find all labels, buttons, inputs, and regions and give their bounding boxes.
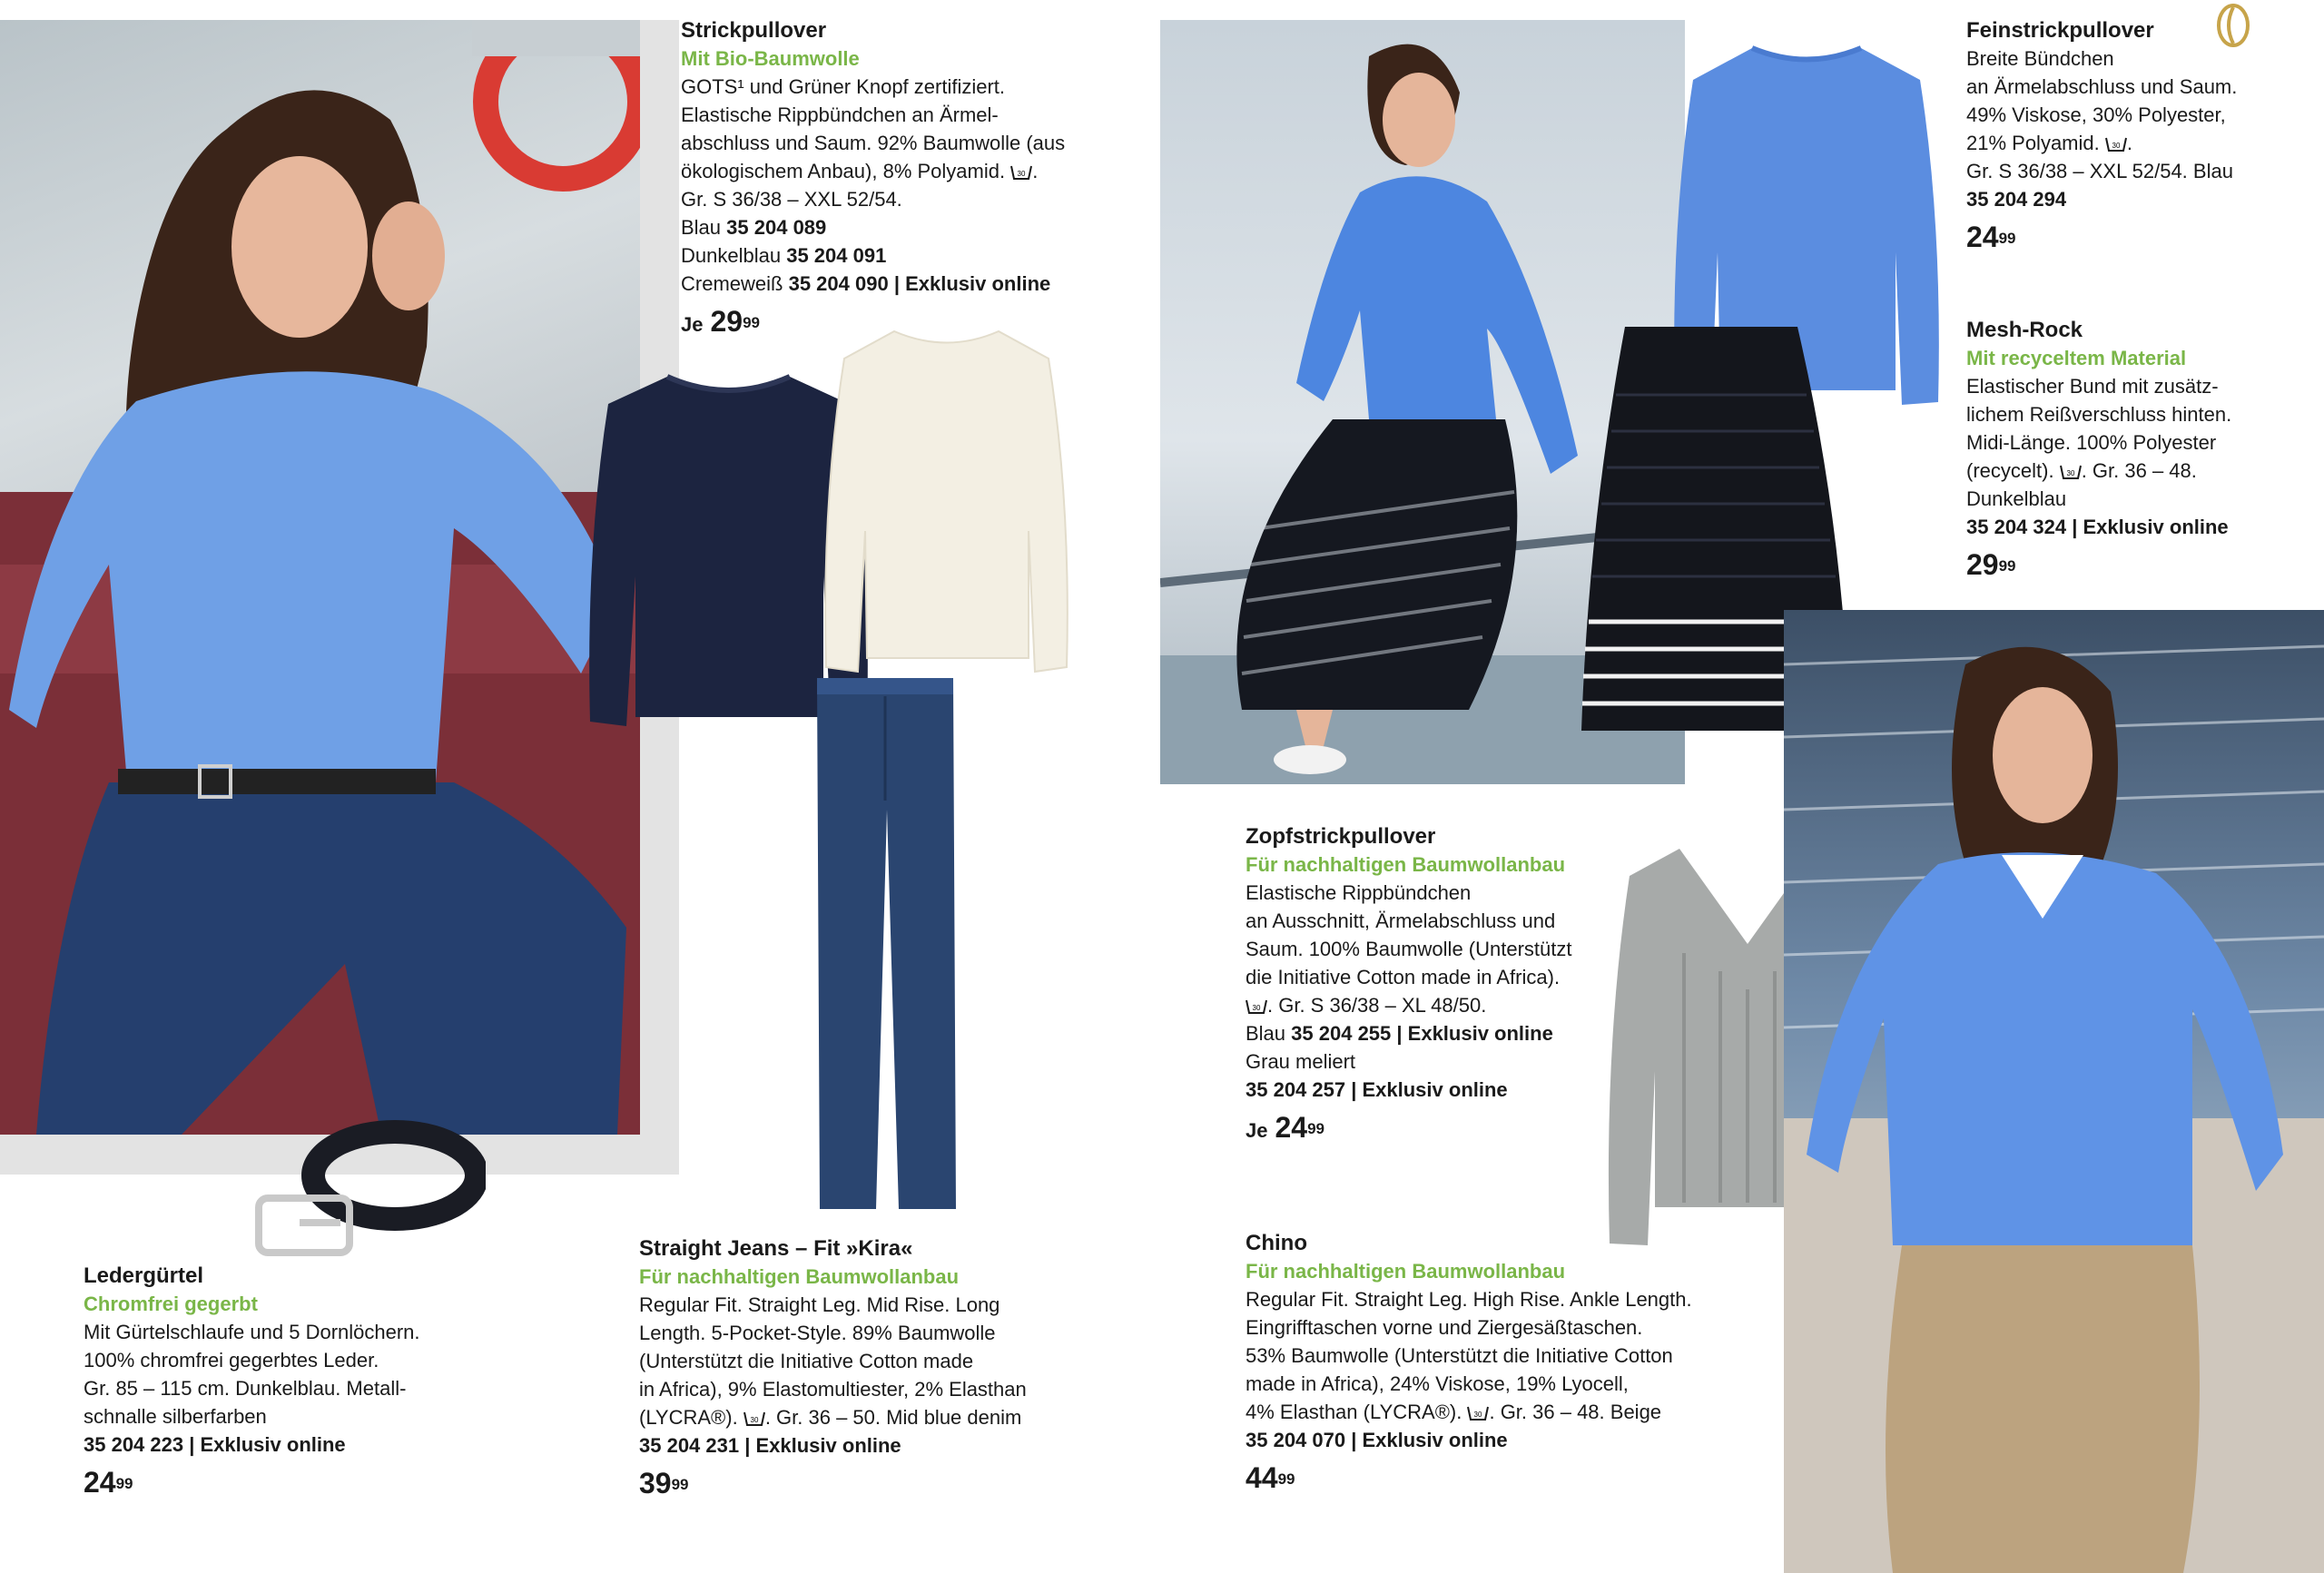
article-number: 35 204 223 | Exklusiv online xyxy=(84,1433,346,1456)
description-line: an Ausschnitt, Ärmelabschluss und xyxy=(1246,909,1556,932)
jeans-product-image xyxy=(812,673,958,1216)
description-line: made in Africa), 24% Viskose, 19% Lyocell, xyxy=(1246,1372,1629,1395)
article-number: 35 204 231 | Exklusiv online xyxy=(639,1434,901,1457)
description-line: (recycelt). 30 . Gr. 36 – 48. xyxy=(1966,459,2197,482)
product-title: Zopfstrickpullover xyxy=(1246,824,1436,849)
wash-30-icon xyxy=(1010,163,1032,182)
price: $29^{99}$ xyxy=(1966,548,2016,581)
model-photo-left xyxy=(0,20,640,1135)
wash-30-icon xyxy=(1246,998,1267,1016)
product-chino xyxy=(1246,1229,1754,1494)
price: $44^{99}$ xyxy=(1246,1461,1295,1494)
product-straight-jeans xyxy=(639,1234,1075,1499)
product-title: Mesh-Rock xyxy=(1966,318,2083,342)
belt-product-image xyxy=(250,1112,486,1262)
price: $24^{99}$ xyxy=(84,1466,133,1499)
product-title: Feinstrickpullover xyxy=(1966,18,2154,43)
article-number: 35 204 294 xyxy=(1966,188,2067,211)
product-subtitle: Für nachhaltigen Baumwollanbau xyxy=(1246,1260,1566,1283)
variant-line: Blau 35 204 255 | Exklusiv online xyxy=(1246,1022,1553,1045)
product-title: Straight Jeans – Fit »Kira« xyxy=(639,1236,913,1261)
wash-30-icon xyxy=(2105,135,2127,153)
description-line: 30 . Gr. S 36/38 – XL 48/50. xyxy=(1246,991,1609,1019)
wash-30-icon xyxy=(1467,1404,1489,1422)
article-number: 35 204 257 | Exklusiv online xyxy=(1246,1078,1508,1101)
description-line: abschluss und Saum. 92% Baumwolle (aus xyxy=(681,132,1066,154)
description-line: Regular Fit. Straight Leg. High Rise. Ankle Length. xyxy=(1246,1288,1692,1311)
description-line: Gr. S 36/38 – XXL 52/54. Blau xyxy=(1966,160,2233,182)
price: Je $29^{99}$ xyxy=(681,305,760,338)
description-line: 49% Viskose, 30% Polyester, xyxy=(1966,103,2226,126)
product-subtitle: Mit Bio-Baumwolle xyxy=(681,47,860,70)
product-subtitle: Für nachhaltigen Baumwollanbau xyxy=(639,1265,960,1288)
article-number: 35 204 090 | Exklusiv online xyxy=(788,272,1051,295)
price: $24^{99}$ xyxy=(1966,221,2016,253)
article-number: 35 204 089 xyxy=(726,216,827,239)
product-subtitle: Chromfrei gegerbt xyxy=(84,1293,258,1315)
svg-text:30: 30 xyxy=(1017,170,1026,179)
product-title: Chino xyxy=(1246,1231,1307,1255)
description-line: (LYCRA®). 30 . Gr. 36 – 50. Mid blue denim xyxy=(639,1406,1022,1429)
description-line: ökologischem Anbau), 8% Polyamid. 30 . xyxy=(681,160,1039,182)
wash-30-icon xyxy=(743,1410,765,1428)
product-ledergurtel xyxy=(84,1262,510,1499)
description-line: Elastischer Bund mit zusätz- xyxy=(1966,375,2219,398)
wash-30-icon xyxy=(2060,463,2082,481)
svg-text:30: 30 xyxy=(750,1416,759,1425)
description-line: Mit Gürtelschlaufe und 5 Dornlöchern. xyxy=(84,1321,420,1343)
description-line: 21% Polyamid. 30 . xyxy=(1966,132,2132,154)
model-photo-right xyxy=(1784,610,2324,1573)
description-line: Gr. 85 – 115 cm. Dunkelblau. Metall- xyxy=(84,1377,407,1400)
description-line: 4% Elasthan (LYCRA®). 30 . Gr. 36 – 48. Beige xyxy=(1246,1401,1662,1423)
description-line: Regular Fit. Straight Leg. Mid Rise. Long xyxy=(639,1293,1000,1316)
price: $39^{99}$ xyxy=(639,1467,689,1499)
price: Je $24^{99}$ xyxy=(1246,1111,1324,1144)
article-number: 35 204 255 | Exklusiv online xyxy=(1291,1022,1553,1045)
product-strickpullover xyxy=(681,16,1117,341)
product-zopfstrickpullover xyxy=(1246,822,1609,1147)
variant-line: Grau meliert xyxy=(1246,1050,1356,1073)
description-line: 53% Baumwolle (Unterstützt die Initiative Cotton xyxy=(1246,1344,1673,1367)
svg-text:30: 30 xyxy=(1252,1004,1261,1013)
description-line: Eingrifftaschen vorne und Ziergesäßtaschen. xyxy=(1246,1316,1643,1339)
description-line: Breite Bündchen xyxy=(1966,47,2114,70)
description-line: Length. 5-Pocket-Style. 89% Baumwolle xyxy=(639,1322,996,1344)
description-line: lichem Reißverschluss hinten. xyxy=(1966,403,2232,426)
description-line: Dunkelblau xyxy=(1966,487,2067,510)
variant-line: Blau 35 204 089 xyxy=(681,216,827,239)
description-line: an Ärmelabschluss und Saum. xyxy=(1966,75,2238,98)
product-feinstrickpullover xyxy=(1966,16,2320,253)
product-subtitle: Für nachhaltigen Baumwollanbau xyxy=(1246,853,1566,876)
svg-text:30: 30 xyxy=(2112,142,2121,151)
description-line: die Initiative Cotton made in Africa). xyxy=(1246,966,1561,988)
description-line: Midi-Länge. 100% Polyester xyxy=(1966,431,2217,454)
description-line: Elastische Rippbündchen an Ärmel- xyxy=(681,103,999,126)
product-subtitle: Mit recyceltem Material xyxy=(1966,347,2187,369)
svg-text:30: 30 xyxy=(2066,469,2075,478)
product-mesh-rock xyxy=(1966,316,2320,581)
variant-line: Dunkelblau 35 204 091 xyxy=(681,244,887,267)
article-number: 35 204 324 | Exklusiv online xyxy=(1966,516,2229,538)
variant-line: Cremeweiß 35 204 090 | Exklusiv online xyxy=(681,272,1051,295)
description-line: (Unterstützt die Initiative Cotton made xyxy=(639,1350,974,1372)
description-line: schnalle silberfarben xyxy=(84,1405,267,1428)
svg-text:30: 30 xyxy=(1474,1411,1482,1420)
article-number: 35 204 070 | Exklusiv online xyxy=(1246,1429,1508,1451)
description-line: Saum. 100% Baumwolle (Unterstützt xyxy=(1246,938,1572,960)
product-title: Ledergürtel xyxy=(84,1263,204,1288)
description-line: Elastische Rippbündchen xyxy=(1246,881,1472,904)
description-line: GOTS¹ und Grüner Knopf zertifiziert. xyxy=(681,75,1006,98)
product-title: Strickpullover xyxy=(681,18,827,43)
description-line: in Africa), 9% Elastomultiester, 2% Elasthan xyxy=(639,1378,1027,1401)
description-line: 100% chromfrei gegerbtes Leder. xyxy=(84,1349,379,1371)
article-number: 35 204 091 xyxy=(786,244,887,267)
cream-sweater-product-image xyxy=(822,322,1071,681)
description-line: Gr. S 36/38 – XXL 52/54. xyxy=(681,188,902,211)
